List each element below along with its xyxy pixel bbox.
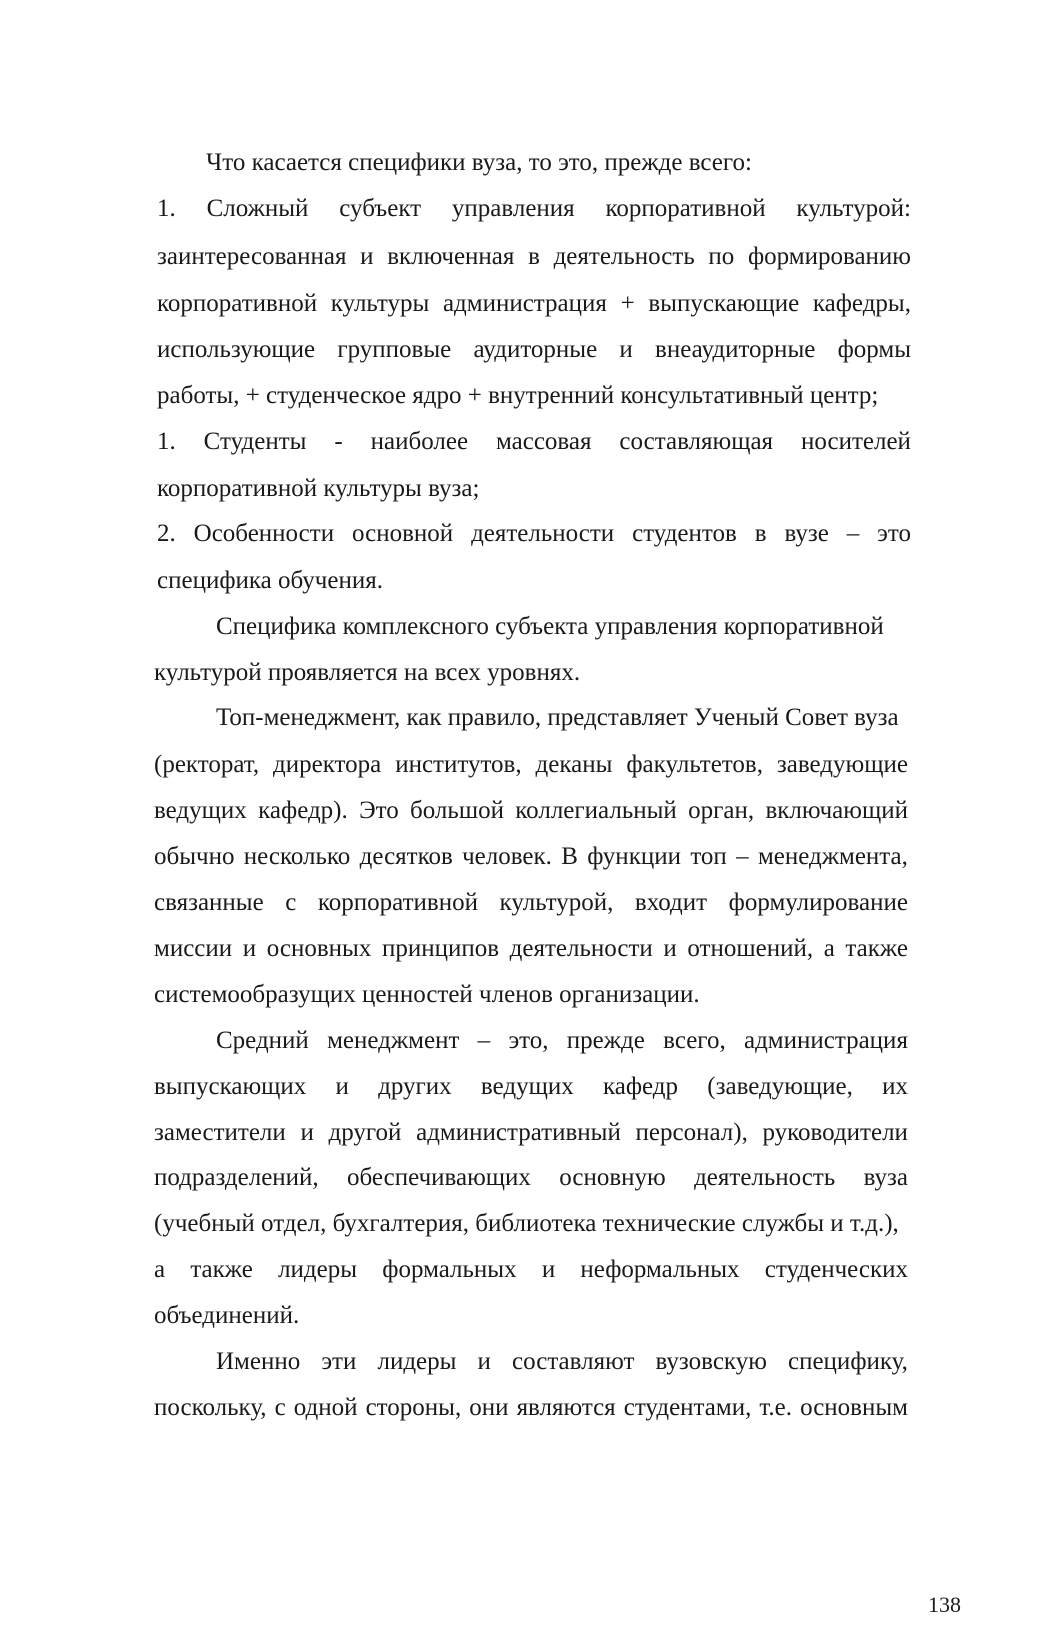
intro-line: Что касается специфики вуза, то это, прежде всего: <box>206 149 752 176</box>
word: и <box>360 243 374 270</box>
word: их <box>882 1073 908 1100</box>
word: директора <box>273 751 382 778</box>
word: обеспечивающих <box>347 1164 531 1191</box>
word: т.е. <box>759 1394 793 1421</box>
para3-line7: объединений. <box>154 1302 300 1329</box>
word: одной <box>293 1394 358 1421</box>
word: персонал), <box>635 1119 748 1146</box>
word: в <box>528 243 540 270</box>
word: и <box>619 336 633 363</box>
word: они <box>469 1394 509 1421</box>
word: - <box>334 428 343 455</box>
word: включающий <box>765 797 908 824</box>
word: деятельность <box>694 1164 836 1191</box>
word: заместители <box>154 1119 286 1146</box>
word: студенческих <box>764 1256 908 1283</box>
para2-line1: Топ-менеджмент, как правило, представляет Ученый Совет вуза <box>216 704 899 731</box>
para2-line6 <box>154 934 908 964</box>
word: а <box>154 1256 166 1283</box>
word: основной <box>351 520 454 547</box>
word: администрация <box>442 290 607 317</box>
word: входит <box>634 889 708 916</box>
page-number: 138 <box>928 1592 961 1617</box>
word: формальных <box>382 1256 517 1283</box>
item1-line3 <box>157 289 911 319</box>
word: включенная <box>387 243 515 270</box>
word: руководители <box>762 1119 908 1146</box>
word: (заведующие, <box>707 1073 853 1100</box>
word: внеаудиторные <box>655 336 816 363</box>
para3-line4 <box>154 1163 908 1193</box>
word: и <box>242 935 257 962</box>
word: 1. <box>157 428 176 455</box>
word: корпоративной <box>157 290 318 317</box>
word: использующие <box>157 336 316 363</box>
word: и <box>335 1073 349 1100</box>
word: также <box>845 935 908 962</box>
para3-line6 <box>154 1255 908 1285</box>
word: поскольку, <box>154 1394 267 1421</box>
word: миссии <box>154 935 233 962</box>
item1-line5: работы, + студенческое ядро + внутренний консультативный центр; <box>157 382 879 409</box>
item2-line1 <box>157 427 911 457</box>
word: деятельности <box>471 520 615 547</box>
word: неформальных <box>580 1256 740 1283</box>
word: носителей <box>800 428 911 455</box>
word: всего, <box>663 1027 726 1054</box>
word: и <box>477 1348 491 1375</box>
word: 1. <box>157 195 176 222</box>
word: формированию <box>747 243 911 270</box>
para1-line2: культурой проявляется на всех уровнях. <box>154 659 581 686</box>
word: стороны, <box>365 1394 462 1421</box>
word: коллегиальный <box>515 797 677 824</box>
word: кафедр). <box>258 797 348 824</box>
word: корпоративной <box>317 889 478 916</box>
para2-line5 <box>154 888 908 918</box>
word: корпоративной <box>605 195 766 222</box>
word: управления <box>451 195 575 222</box>
word: (ректорат, <box>154 751 260 778</box>
word: и <box>300 1119 314 1146</box>
word: формулирование <box>728 889 908 916</box>
word: деятельность <box>553 243 695 270</box>
word: – <box>477 1027 491 1054</box>
item1-line2 <box>157 242 911 272</box>
para2-line2 <box>154 750 908 780</box>
word: групповые <box>337 336 452 363</box>
word: субъект <box>339 195 422 222</box>
word: отношений, <box>687 935 814 962</box>
para2-line4 <box>154 842 908 872</box>
word: подразделений, <box>154 1164 319 1191</box>
word: в <box>754 520 767 547</box>
word: административный <box>416 1119 621 1146</box>
word: вузе <box>784 520 829 547</box>
word: а <box>823 935 835 962</box>
word: Это <box>359 797 399 824</box>
word: культурой: <box>796 195 911 222</box>
para4-line2 <box>154 1393 908 1423</box>
word: менеджмент <box>327 1027 460 1054</box>
word: основным <box>800 1394 908 1421</box>
word: по <box>708 243 735 270</box>
word: принципов <box>381 935 500 962</box>
word: администрация <box>743 1027 908 1054</box>
word: лидеры <box>377 1348 457 1375</box>
word: других <box>378 1073 452 1100</box>
word: основную <box>559 1164 666 1191</box>
word: также <box>190 1256 253 1283</box>
item1-line1 <box>157 194 911 224</box>
word: лидеры <box>278 1256 358 1283</box>
word: институтов, <box>395 751 522 778</box>
item3-line2: специфика обучения. <box>157 567 383 594</box>
word: орган, <box>688 797 755 824</box>
word: прежде <box>566 1027 645 1054</box>
para3-line2 <box>154 1072 908 1102</box>
word: культурой, <box>499 889 614 916</box>
word: менеджмента, <box>757 843 908 870</box>
word: формы <box>837 336 911 363</box>
word: десятков <box>359 843 453 870</box>
word: деканы <box>535 751 613 778</box>
word: В <box>561 843 578 870</box>
word: и <box>663 935 677 962</box>
word: это, <box>508 1027 549 1054</box>
para1-line1: Специфика комплексного субъекта управления корпоративной <box>216 613 884 640</box>
word: Сложный <box>206 195 309 222</box>
word: ведущих <box>480 1073 574 1100</box>
word: Особенности <box>193 520 335 547</box>
word: большой <box>410 797 504 824</box>
item1-line4 <box>157 335 911 365</box>
word: – <box>846 520 860 547</box>
word: выпускающих <box>154 1073 307 1100</box>
word: человек. <box>462 843 552 870</box>
word: обычно <box>154 843 235 870</box>
word: кафедры, <box>812 290 911 317</box>
word: – <box>736 843 749 870</box>
word: 2. <box>157 520 176 547</box>
item3-line1 <box>157 519 911 549</box>
word: основных <box>266 935 372 962</box>
word: студентов <box>632 520 737 547</box>
para4-line1 <box>216 1347 908 1377</box>
word: с <box>285 889 297 916</box>
word: с <box>274 1394 286 1421</box>
word: и <box>541 1256 556 1283</box>
word: являются <box>516 1394 616 1421</box>
word: составляют <box>512 1348 635 1375</box>
word: несколько <box>243 843 351 870</box>
word: Средний <box>216 1027 309 1054</box>
word: функции <box>587 843 681 870</box>
para3-line5: (учебный отдел, бухгалтерия, библиотека технические службы и т.д.), <box>154 1210 899 1237</box>
para2-line3 <box>154 796 908 826</box>
word: факультетов, <box>626 751 763 778</box>
word: + <box>620 290 635 317</box>
word: составляющая <box>619 428 774 455</box>
word: студентами, <box>623 1394 752 1421</box>
word: эти <box>321 1348 357 1375</box>
word: другой <box>328 1119 402 1146</box>
word: заведующие <box>776 751 908 778</box>
word: Студенты <box>203 428 307 455</box>
item2-line2: корпоративной культуры вуза; <box>157 475 480 502</box>
word: связанные <box>154 889 264 916</box>
word: массовая <box>495 428 592 455</box>
word: культуры <box>330 290 430 317</box>
word: деятельности <box>509 935 653 962</box>
word: наиболее <box>370 428 469 455</box>
word: кафедр <box>602 1073 679 1100</box>
word: аудиторные <box>473 336 598 363</box>
word: Именно <box>216 1348 301 1375</box>
word: топ <box>690 843 727 870</box>
para3-line3 <box>154 1118 908 1148</box>
para3-line1 <box>216 1026 908 1056</box>
word: вуза <box>863 1164 908 1191</box>
word: специфику, <box>787 1348 908 1375</box>
para2-line7: системообразущих ценностей членов организации. <box>154 981 700 1008</box>
word: ведущих <box>154 797 247 824</box>
word: заинтересованная <box>157 243 347 270</box>
word: это <box>877 520 911 547</box>
word: выпускающие <box>648 290 800 317</box>
word: вузовскую <box>655 1348 767 1375</box>
